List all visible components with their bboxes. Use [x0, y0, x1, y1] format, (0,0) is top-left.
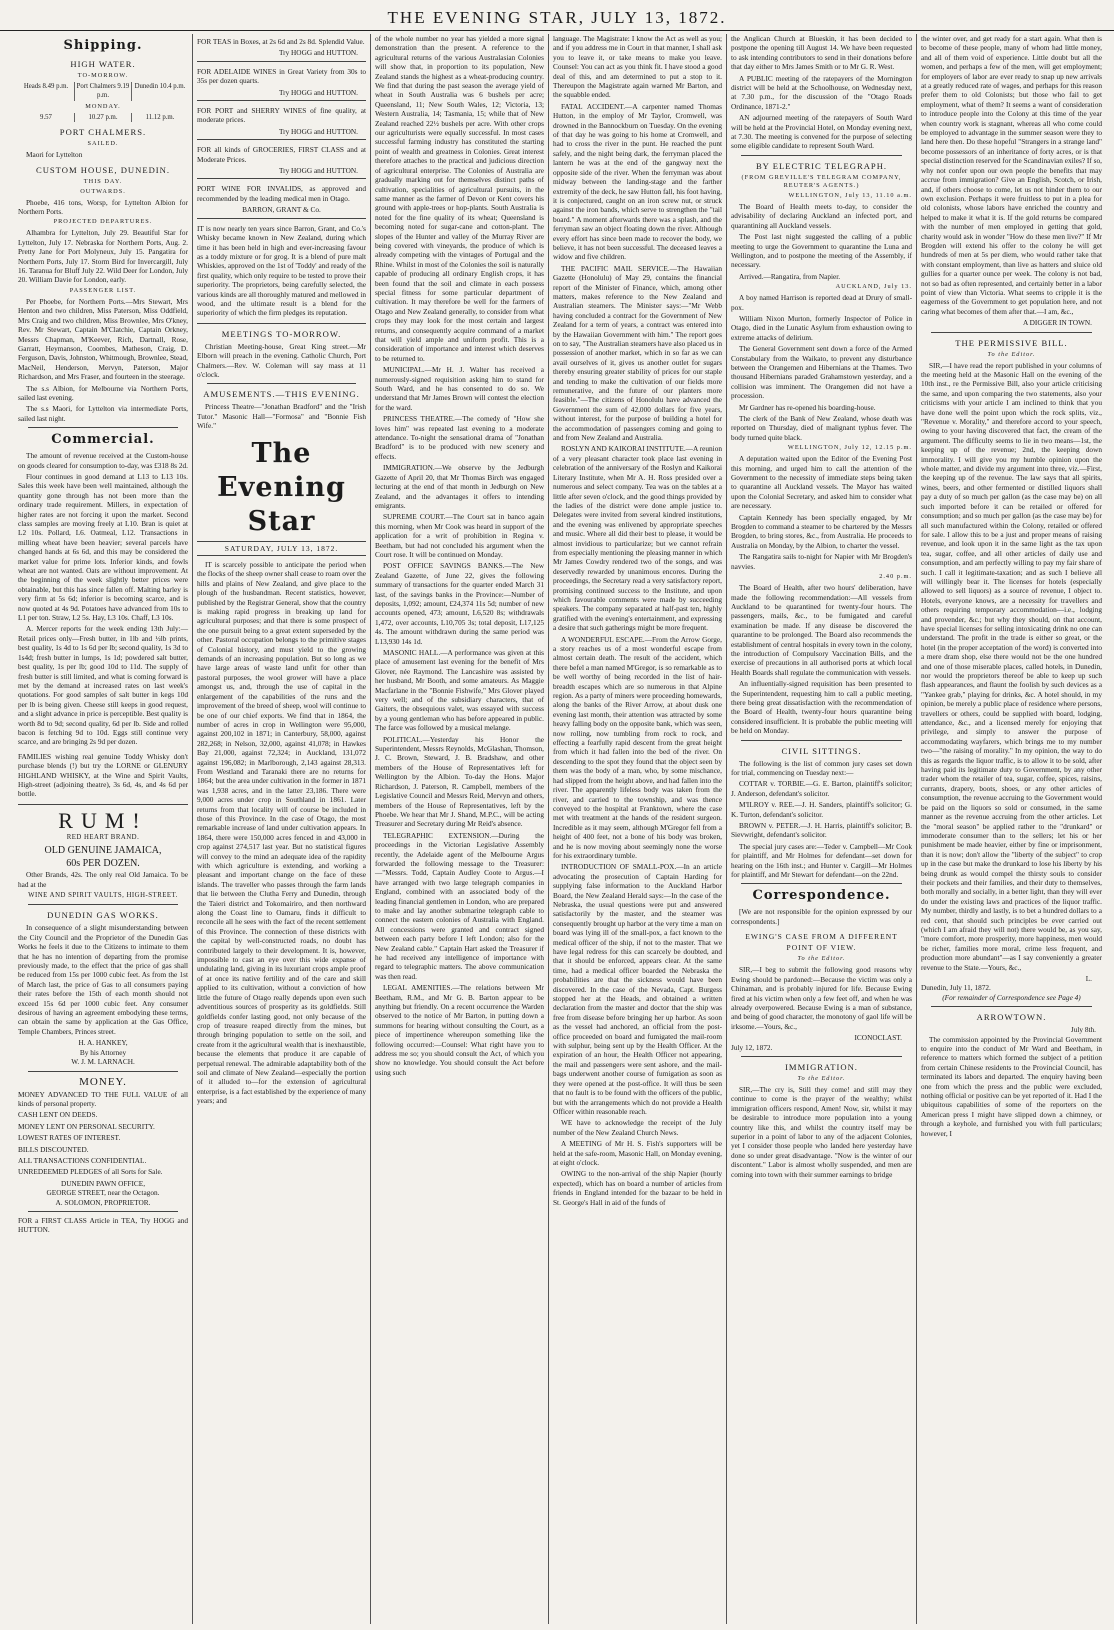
- money-lines: [18, 1090, 188, 1207]
- public-meeting-item: A PUBLIC meeting of the ratepayers of the Mornington district will be held at the Schoolhouse, on Wednesday next, at 7.30 p.m., for the discussion of the "Otago Roads Ordinance, 1871-2.": [731, 73, 912, 111]
- passenger-text: Per Phoebe, for Northern Ports.—Mrs Stewart, Mrs Henton and two children, Miss Paterson, Miss Oddfield, Mrs Craig and two children, Miss Brownlee, Mrs O'kney, Rev. Mr Stewart, Captain M'Clatchie, Captain Orkney, Messrs Chapman, M'Keever, Rich, Dartnall, Rose, Garratt, Heymanson, Coombes, Matheson, Craig, D. Ferguson, Davis, Johnston, Whitmough, Brownlee, Stead, MacNeil, Henderson, Mervyn, Paterson, Major Richardson, and Mrs Fraser, and fourteen in the steerage.: [18, 296, 188, 382]
- telegraphic-item: TELEGRAPHIC EXTENSION.—During the proceedings in the Victorian Legislative Assembly recently, the Adelaide agent of the Melbourne Argus forwarded the following message to the Treasurer:—"Messrs. Todd, Captain Audley Coote to Argus.—I have arranged with two large telegraph companies in England, combined with an associated body of the leading financial gentlemen in London, who are prepared to make and lay another submarine telegraph cable to connect the eastern colonies of Australia with England. All concessions were granted and contract signed between each party before I left London; also for the New Zealand cable." Captain Hart asked the Treasurer if he had received any intelligence of importance with regard to telegraphic matters. The above communication was then read.: [375, 830, 544, 981]
- money-line: GEORGE STREET, near the Octagon.: [46, 1188, 160, 1198]
- columns: [14, 34, 1106, 1624]
- outwards-label: OUTWARDS.: [80, 187, 126, 195]
- masonic-hall-item: MASONIC HALL.—A performance was given at this place of amusement last evening for the benefit of Mrs Glover, née Raymond. The Lancashire was assisted by her husband, Mr Booth, and some amateurs. As Maggie Macfarlane in the "Bonnie Fishwife," Mrs Glover played very well; and of the subsidiary characters, that of Gaiters, the obsequious valet, was essayed with success by a young gentleman who has before appeared in public. The farce was followed by a musical melange.: [375, 648, 544, 733]
- telegram: An influentially-signed requisition has been presented to the Superintendent, requesting him to call a public meeting, there being great dissatisfaction with the recommendation of the Board of Health, twenty-four hours quarantine being considered insufficient. It is probable the public meeting will be held on Monday.: [731, 679, 912, 736]
- immigration-continued: the winter over, and get ready for a start again. What then is to become of these people, many of whom had little money, and all of them void of experience. Little doubt but all the women, and perhaps a few of the men, will get employment; for employers of labor are ever ready to snap up new arrivals at a greatly reduced rate of wages, and perhaps for this reason prefer them to old Colonists; but those who fail to get employment, what of them? It seems a want of consideration to introduce people into the Colony at this time of the year when country work is stagnant, whereas all who come could be employed to advantage in the summer season were they to land here then. Do these hopeful "Strangers in a strange land" become possessors of an inheritance of forty acres, or is that special distinction reserved for the Scandinavian exiles? If so, why not confer upon our own people the benefits that may accrue from immigration? Give an English, Scotch, or Irish, and, if others choose to come, let us not hinder them to our own exclusion. Perhaps it were fruitless to put in a plea for old colonists, whose labors have enriched the country and helped to make it what it is. If the gold returns be compared with the number of men employed in getting that gold, charity would ask in wonder "How do these men live?" If Mr Brogden will extend his offer to the colony he will get hundreds of men at 5s per diem, who would rather take that with constant employment, than live as hatters and sluice old gullies for a quarter ounce per week. The colony is not bad, not so bad as often represented, and certainly better in a labor point of view than Victoria. What seems to cripple it is the eagerness of the Government to get population here, and not caring what becomes of them after that.—I am, &c.,: [921, 34, 1102, 316]
- money-line: CASH LENT ON DEEDS.: [18, 1110, 98, 1120]
- projected-text: Alhambra for Lyttelton, July 29. Beautiful Star for Lyttelton, July 17. Nebraska for Northern Ports, Aug. 2. Pretty Jane for Port Molyneux, July 15. Pangatira for Northern Ports, July 17. Storm Bird for Invercargill, July 16. Taranua for Bluff July 22. Wild Deer for London, July 20. William Davie for London, early.: [18, 228, 188, 285]
- leader-continued: of the whole number no year has yielded a more signal demonstration than the present. A reference to the agricultural returns of the various Australasian Colonies will show that, in proportion to its population, New Zealand stands the highest as a wheat-producing country. We find that during the past season the average yield of wheat in South Australia was 6 bushels per acre; Queensland, 11; New South Wales, 12; Victoria, 13; Western Australia, 14; Tasmania, 15; while that of New Zealand reached 22½ bushels per acre. With other crops our agriculturists were equally successful. In most cases successful farming industry has constituted the starting point of wealth and greatness in Colonies. Great interest therefore attaches to the practical and judicious direction of agricultural enterprise. The Colonies of Australia are gradually marking out for themselves distinct paths of cultivation, specialities of agricultural pursuits, in the same manner as the farmer of Devon or Kent covers his ground with apple-trees or hop-plants. South Australia is noted for the fine quality of its wheat; Queensland is becoming noted for sugar-cane and cotton-plant. The slopes of the Hunter and valley of the Murray River are being covered with vineyards, the produce of which is already competing with the vintages of Portugal and the Rhine. Whilst in most of the Colonies the soil is naturally capable of producing all ordinary English crops, it has been found that the soil and climate in each possess special fitness for some particular department of cultivation. It may therefore be well for the farmers of Otago and New Zealand generally, to consider from what crops they may look for the most certain and largest returns, and consequently acquire command of a market that will yield ample and uniform profit. This is a consideration of importance and interest which deserves to be returned to.: [375, 34, 544, 363]
- divider: [207, 383, 356, 384]
- immigration-heading: IMMIGRATION.: [785, 1061, 858, 1072]
- telegram: The clerk of the Bank of New Zealand, whose death was reported on Thursday, died of malignant typhus fever. The body turned quite black.: [731, 414, 912, 442]
- hogg-ad-teas: [197, 34, 366, 62]
- amusements-text: Princess Theatre—"Jonathan Bradford" and the "Irish Tutor." Masonic Hall—"Formosa" and "Bonnie Fish Wife.": [197, 402, 366, 431]
- high-water-heading: HIGH WATER.: [70, 59, 136, 69]
- outwards-text: Phoebe, 416 tons, Worsp, for Lyttelton Albion for Northern Ports.: [18, 197, 188, 217]
- divider: [741, 740, 902, 741]
- commercial-revenue: The amount of revenue received at the Custom-house on goods cleared for consumption to-day, was £318 8s 2d.: [18, 451, 188, 470]
- rum-vaults: WINE AND SPIRIT VAULTS, HIGH-STREET.: [28, 892, 178, 899]
- ad-text: FOR TEAS in Boxes, at 2s 6d and 2s 8d. Splendid Value.: [197, 37, 365, 46]
- telegraph-source: (FROM GREVILLE'S TELEGRAM COMPANY, REUTER'S AGENTS.): [741, 173, 902, 189]
- to-editor: To the Editor.: [797, 1074, 846, 1082]
- gas-sig-1: H. A. HANKEY,: [78, 1038, 128, 1048]
- immigration-item: IMMIGRATION.—We observe by the Jedburgh Gazette of April 20, that Mr Thomas Birch was engaged lecturing at the end of that month in Jedburgh on New Zealand, and the advantages it offers to intending emigrants.: [375, 463, 544, 510]
- tide-heads: Heads 8.49 p.m.: [23, 83, 69, 90]
- wonderful-escape-item: A WONDERFUL ESCAPE.—From the Arrow Gorge, a story reaches us of a most wonderful escape from almost certain death. The result of the accident, which there befel a man named M'Gregor, is so remarkable as to be well worthy of being recorded in the list of hair-breadth escapes which are so numerous in that Alpine region. As a party of miners were proceeding homewards, along the banks of the River Arrow, at about dusk one evening last month, their attention was attracted by some heavy falling body on the opposite bank, which was seen, now rolling, now tumbling from rock to rock, and effecting a fearfully rapid descent from the great height from which it had fallen into the bed of the river. On descending to the spot they found that the object seen by them was the body of a man, who, by some mischance, had slipped from the height above, and had fallen into the river. The apparently lifeless body was taken from the river, and carried to the township, and was thence conveyed to the hospital at Franktown, where the case met with treatment at the hands of the resident surgeon. Incredible as it may seem, although M'Gregor fell from a height of 400 feet, not a bone of his body was broken, and he is now moving about seemingly none the worse for his extraordinary tumble.: [553, 634, 722, 860]
- gas-text: In consequence of a slight misunderstanding between the City Council and the Proprietor of the Dunedin Gas Works he feels it due to the Citizens to intimate to them that he has no intention of departing from the promise previously made, to the effect that the price of gas shall be reduced from 15s per 1000 cubic feet. As from the 1st of March last, the price of Gas to all consumers paying their rates before the 15th of each month should not exceed 15s 6d per 1000 cubic feet. Any consumer desirous of having an agreement embodying these terms, can obtain the same by application at the Gas Office, Temple Chambers, Princes street.: [18, 923, 188, 1036]
- dateline: 2.40 p.m.: [879, 573, 912, 581]
- digger-signature: A DIGGER IN TOWN.: [1022, 318, 1092, 328]
- hogg-ad-port: [197, 103, 366, 140]
- political-item: POLITICAL.—Yesterday his Honor the Superintendent, Messrs Reynolds, McGlashan, Thomson, J. C. Brown, Steward, J. B. Bradshaw, and other members of the House of Representatives left for Wellington by the Albion. To-day the Hons. Major Richardson, J. Paterson, R. Campbell, members of the Legislative Council and Messrs Reid, Mervyn and others, members of the House of Representatives, left by the Phoebe. We hear that Mr J. Shand, M.P.C., will be acting Treasurer and Secretary during Mr Reid's absence.: [375, 734, 544, 829]
- meetings-text: Christian Meeting-house, Great King street.—Mr Elborn will preach in the evening. Catholic Church, Port Chalmers.—Rev. W. Coleman will say mass at 11 o'clock.: [197, 341, 366, 379]
- permissive-bill-letter: SIR,—I have read the report published in your columns of the meeting held at the Masonic Hall on the evening of the 10th inst., re the Permissive Bill, also your article criticising the same, and upon comparing the two statements, also your criticisms with your article I am inclined to think that you have done well the point upon which the rock splits, viz., "Revenue v. Morality," and therefore accord to your speech, owing to your having discovered that fact, the cream of the argument. The difficulty seems to lie in two means—1st, the keeping up of the revenue; 2nd, the keeping down immorality. I will give you my humble opinion upon the whole matter, and divide my argument into three, viz.—First, the keeping up of the revenue. The law says that all spirits, wines, beers, and other fermented or distilled liquors shall pay a duty of so much per gallon (as the case may be) on all such imported before it can be retailed or offered for consumption; and so much per gallon (as the case may be) for all such manufactured within the Colony, retailed or offered for sale. I allow this to be a just and proper means of raising revenue, and look upon it in the same light as the tax upon tea, sugar, coffee, and all other articles of daily use and consumption, and am perfectly willing to pay my fair share of such. I call it legitimate-taxation; and as such I believe all will willingly bear it. The licenses for hotels (especially allowed to sell liquors) as a source of revenue, I object to. Hotels, everyone knows, are a necessity for travellers and others requiring temporary accommodation—i.e., lodging and provender, &c.; but why they should, on that account, have special licenses for selling intoxicating drink no one can understand. The profit in the trade is either so great, or the hotel (in the proper acceptation of the word) is converted into a mere dram shop, else there would not be the one hundred and one of those miserable places, called hotels, in Dunedin, nor would the proprietors thereof be able to keep up such flash appearances, and flaunt the foolish by such devices as a "Yankee grab," playing for drinks, &c. A hotel should, in my opinion, be merely a public place of residence where persons, travellers or others, could be supplied with board, lodging, attendance, &c., and a licensed merely for enjoying that privilege, and simply to answer the purpose of accommodating wayfarers, which brings me to my number two—"the raising of morality." In my opinion, the way to do this as regards the liquor traffic, is to allow it to be sold, after having paid its legitimate duty to Government, by any other trader whom the retailer of tea, sugar, coffee, spices, raisins, currants, drapery, boots, shoes, or any other articles of consumption, the revenue accruing to the Government would be paid on the liquors so sold or consumed, in the same manner as the revenue accruing from the other articles. Let the "moral season" be applied rather to the "drunkard" or immoderate consumer than to the sellers; let his or her punishment be made heavier, either by fine or imprisonment, than it is now; don't allow the "liberty of the subject" to crop up in the case but make the drunkard to lose his liberty by his being drunk as would compel the thirsty souls to consider their pockets and their families, and their duty to themselves, both morally and socially, in a better light, than they will ever do under the existing laws and practices of the liquor traffic. My number, thirdly and lastly, is to bet a hundred dollars to a red cent, that should such principles be ever carried out (which I am afraid they will not) there would be, as you say, "more comfort, more prosperity, more happiness, men would be richer, families more moral, crime less frequent, and production more abundant"—as I say conveniently a greater revenue to the State.—Yours, &c.,: [921, 360, 1102, 972]
- ad-sig: Try HOGG and HUTTON.: [278, 126, 358, 136]
- tomorrow-label: TO-MORROW.: [77, 72, 129, 79]
- passenger-label: PASSENGER LIST.: [69, 286, 137, 294]
- arrowtown-text: The commission appointed by the Provincial Government to enquire into the conduct of Mr Ward and Beetham, in reference to matters which formed the subject of a petition from certain Chinese residents to the Provincial Council, has terminated its labors and departed. The enquiry having been one from which the press and the public were excluded, nothing official or positive can be yet reported of it. Had I the ubiquitous capabilities of some of the reporters on the American press I might have slipped down a chimney, or through a keyhole, and furnished you with full particulars; however, I: [921, 1034, 1102, 1138]
- ad-text: FOR ADELAIDE WINES in Great Variety from 30s to 35s per dozen quarts.: [197, 66, 366, 86]
- to-editor: To the Editor.: [987, 350, 1036, 358]
- ad-sig: Try HOGG and HUTTON.: [278, 87, 358, 97]
- telegram: The General Government sent down a force of the Armed Constabulary from the Waikato, to prevent any disturbance between the Orangemen and Hibernians at the Thames. Two thousand Hibernians paraded Grahamstown yesterday, and a collision was imminent. The Orangemen did not have a procession.: [731, 344, 912, 401]
- civil-case: M'ILROY v. REE.—J. H. Sanders, plaintiff's solicitor; G. K. Turton, defendant's solicitor.: [731, 800, 912, 819]
- leader-article: IT is scarcely possible to anticipate the period when the flocks of the sheep owner shall cease to roam over the hills and plains of New Zealand, and give place to the plough of the husbandman. Recent statistics, however, published by the Registrar General, show that the country is making rapid progress in breaking up land for agricultural purposes; and that there is some prospect of the one pursuit being to a great extent superseded by the other. Pastoral occupation belongs to the primitive stages of Colonial history, and must yield to the growing demands of an increasing population. But so long as we have large areas of waste land unfit for other than pastoral purposes, the wool grower will have a place amongst us, and, through the use of capital in the enlargement of the capabilities of the runs and the improvement of the breed of sheep, wool will continue to be one of our chief exports. We find that in 1864, the number of acres in crop in Wellington were 95,000, against 200,102 in 1871; in Canterbury, 58,000, against 282,268; in Nelson, 32,000, against 41,078; in Hawkes Bay 21,000, against 72,324; in Auckland, 131,072 against 196,082; in Marlborough, 2,143 against 28,313. From Westland and Taranaki there are no returns for 1864; but the area under cultivation in the former in 1871 was 1,938 acres, and in the latter 23,186. There were 9,000 acres under crop in Southland in 1861. Later returns from that locality will of course be included in those of this Province. In the case of Otago, the most remarkable increase of land under cultivation appears. In 1864, there were 150,000 acres fenced in and 43,000 in crop against 274,517 last year. But no statistical figures will convey to the mind an adequate idea of the rapidity with which agriculture is extending, and working a pleasant and important change on the face of these islands. The traveller who passes through the farm lands that lie between the Clutha Ferry and Dunedin, through the Taieri district and Tokomairiro, and then northward along the Coast line to Oamaru, finds it difficult to reconcile all he sees with the fact of the recent settlement of this Province. The connection of these districts with the capital by well-constructed roads, no doubt has contributed largely to their development. It is, however, impossible to cast an eye over this wide expanse of undulating land, giving in its luxuriant crops ample proof of at once its native fertility and of the care and skill applied to its cultivation, without a conviction of how little the future of Otago really depends upon even such adventitious sources of prosperity as its goldfields. Still goldfields confer lasting good, not only because of the crop of treasure reaped directly from the mines, but through bringing population to settle on the soil, and create from it the agricultural wealth that is inexhaustible, because the elements that produce it are capable of perpetual renewal. The admirable adaptability both of the soil and climate of New Zealand—especially the portion of it alluded to—for the extension of agricultural enterprise, is a fact established by the experience of many years; and: [197, 560, 366, 1106]
- telegram: A deputation waited upon the Editor of the Evening Post this morning, and urged him to call the attention of the Government to the necessity of immediate steps being taken to quarantine all Auckland vessels. The Mayor has waited upon the Colonial Secretary, and asked him to consider what are necessary.: [731, 454, 912, 511]
- telegram: The Board of Health, after two hours' deliberation, have made the following recommendation:—All vessels from Auckland to be quarantined for twenty-four hours. The passengers, mails, &c., to be fumigated and careful examination be made. If any disease be discovered the quarantine to be prolonged. The Board also recommends the establishment of central hospitals in every town in the colony, the introduction of Compulsory Vaccination Bills, and the exercise of precautions in all authorised ports at which local Health Boards shall regulate the communication with vessels.: [731, 583, 912, 677]
- telegram: William Nixon Murton, formerly Inspector of Police in Otago, died in the Lunatic Asylum from exhaustion owing to extreme attacks of delirium.: [731, 313, 912, 342]
- ad-sig: Try HOGG and HUTTON.: [278, 48, 358, 58]
- telegram: Mr Gardner has re-opened his boarding-house.: [739, 402, 876, 412]
- divider: [931, 332, 1092, 333]
- meetings-heading: MEETINGS TO-MORROW.: [221, 328, 342, 339]
- column-4: [548, 34, 726, 1624]
- tide-port-monday: 10.27 p.m.: [74, 113, 131, 122]
- gas-heading: DUNEDIN GAS WORKS.: [47, 910, 159, 921]
- correspondence-heading: Correspondence.: [752, 888, 891, 904]
- divider: [28, 1211, 178, 1212]
- money-line: UNREDEEMED PLEDGES of all Sorts for Sale.: [18, 1167, 163, 1177]
- column-3: [370, 34, 548, 1624]
- monday-label: MONDAY.: [85, 102, 121, 110]
- acknowledgement-item: WE have to acknowledge the receipt of the July number of the New Zealand Church News.: [553, 1118, 722, 1137]
- column-5: [726, 34, 916, 1624]
- hogg-ad-groceries: [197, 142, 366, 179]
- municipal-item: MUNICIPAL.—Mr H. J. Walter has received a numerously-signed requisition asking him to stand for South Ward, and he has consented to do so. We understand that Mr James Brown will contest the election for the ward.: [375, 365, 544, 412]
- telegram: The Rangatira sails to-night for Napier with Mr Brogden's navvies.: [731, 552, 912, 571]
- to-editor: To the Editor.: [797, 955, 846, 963]
- divider: [741, 883, 902, 884]
- civil-special: The special jury cases are:—Teder v. Campbell—Mr Cook for plaintiff, and Mr Holmes for defendant—set down for hearing on the 16th inst.; and Hunter v. Cargill—Mr Holmes for plaintiff, and Mr Stewart for defendant—on the 22nd.: [731, 841, 912, 880]
- telegram: A boy named Harrison is reported dead at Drury of small-pox.: [731, 293, 912, 312]
- dateline: WELLINGTON, July 13, 11.10 a.m.: [788, 191, 912, 199]
- money-line: MONEY LENT ON PERSONAL SECURITY.: [18, 1121, 155, 1131]
- adjourned-meeting-item: AN adjourned meeting of the ratepayers of South Ward will be held at the Provincial Hotel, on Monday evening next, at 7.30. The meeting is convened for the purpose of selecting some eligible candidate to represent South Ward.: [731, 113, 912, 151]
- permissive-signature: L.: [1085, 974, 1092, 983]
- masthead: THE EVENING STAR, JULY 13, 1872.: [0, 0, 1114, 31]
- civil-intro: The following is the list of common jury cases set down for trial, commencing on Tuesday next:—: [731, 758, 912, 777]
- ad-sig: BARRON, GRANT & Co.: [242, 205, 321, 215]
- whisky-ad: [18, 749, 188, 805]
- ad-sig: Try HOGG and HUTTON.: [278, 166, 358, 176]
- legal-continued: language. The Magistrate: I know the Act as well as you; and if you address me in Court in that manner, I shall ask you to leave it, or take means to make you leave. Counsel: You can act as you think fit. I have stood a good deal of this, and am determined to put a stop to it. Thereupon the Magistrate again warned Mr Barton, and the squabble ended.: [553, 34, 722, 100]
- permissive-bill-heading: THE PERMISSIVE BILL.: [955, 337, 1068, 348]
- ewing-date: July 12, 1872.: [731, 1042, 773, 1052]
- bazaar-continued: the Anglican Church at Blueskin, it has been decided to postpone the opening till August 14. We have been requested to ask intending contributors to send in their donations before that day either to Mrs James Smith or to Mr G. R. West.: [731, 34, 912, 72]
- telegram: The Post last night suggested the calling of a public meeting to urge the Government to quarantine the Luna and Wellington, and to postpone the meeting of the Assembly, if necessary.: [731, 232, 912, 270]
- permissive-date: Dunedin, July 11, 1872.: [921, 983, 991, 993]
- divider: [741, 155, 902, 156]
- port-chalmers-heading: PORT CHALMERS.: [59, 127, 147, 138]
- pacific-mail-item: THE PACIFIC MAIL SERVICE.—The Hawaiian Gazette (Honolulu) of May 29, contains the financial report of the Minister of Finance, which, among other matters, makes reference to the New Zealand and Australian steamers. The Minister says:—"Mr Webb having concluded a contract for the Government of New Zealand for a term of years, a contract was entered into by the Hawaiian Government with him." The report goes on to say, "The Australian steamers have also placed us in possession of another market, which in so far as we can avail ourselves of it, gives us another outlet for sugars thereby ensuring greater stability of prices for our staple and tending to make the cultivation of our fields more remunerative, and the future of our planters more feasible."—The citizens of Honolulu have advanced the Government the sum of 42,000 dollars for five years, without interest, for the purpose of building a hotel for the accommodation of passengers coming and going to and from New Zealand and Australia.: [553, 263, 722, 443]
- divider: [931, 1006, 1092, 1007]
- supreme-court-item: SUPREME COURT.—The Court sat in banco again this morning, when Mr Cook was heard in support of the application for a writ of prohibition in Regina v. Beetham, but had not concluded his argument when the Court rose. It will be continued on Monday.: [375, 512, 544, 559]
- money-line: BILLS DISCOUNTED.: [18, 1144, 89, 1154]
- maori-note: The s.s Maori, for Lyttelton via intermediate Ports, sailed last night.: [18, 404, 188, 423]
- gas-sig-2: By his Attorney: [79, 1047, 127, 1057]
- divider: [28, 427, 178, 428]
- telegram: Captain Kennedy has been specially engaged, by Mr Brogden to command a steamer to be chartered by the Messrs Brogden, to bring stores, &c., from Australia. He proceeds to Australia on Monday, by the Albion, to charter the vessel.: [731, 512, 912, 550]
- telegram: The Board of Health meets to-day, to consider the advisability of declaring Auckland an infected port, and quarantining all Auckland vessels.: [731, 201, 912, 230]
- money-line: ALL TRANSACTIONS CONFIDENTIAL.: [18, 1155, 147, 1165]
- commercial-mercer: A. Mercer reports for the week ending 13th July:—Retail prices only—Fresh butter, in 1lb and ½lb prints, best quality, 1s 4d to 1s 6d per lb; second quality, 1s 3d to 1s4d; fresh butter in lumps, 1s 1d; powdered salt butter, best quality, 1s per lb; good 10d to 11d. The supply of fresh butter is still limited, and what is coming forward is met by the demand at increased rates on last week's quotations. For good samples of salt butter in kegs 10d per lb is being given. Cheese still keeps in good request, and a slight advance in price is perceptible. Best quality is worth 8d to 9d; second quality, 6d per lb. Side and rolled bacon is fetching 9d to 10d. Eggs still continue very scarce, and are bringing 2s 9d per dozen.: [18, 624, 188, 747]
- column-6: [916, 34, 1106, 1624]
- legal-amenities-item: LEGAL AMENITIES.—The relations between Mr Beetham, R.M., and Mr G. B. Barton appear to be anything but friendly. On a recent occurrence the Warden observed to the notice of Mr Barton, in putting down a summons for hearing without consulting the Court, as a piece of impertinence whereupon something like the following occurred:—Counsel: What right have you to address me so; you should consult the Act, of which you show no knowledge. You should consult the Act before using such: [375, 983, 544, 1077]
- money-heading: MONEY.: [79, 1075, 127, 1088]
- tide-heads-monday: 9.57: [40, 113, 52, 121]
- civil-case: COTTAR v. TORBIE.—G. E. Barton, plaintiff's solicitor; J. Anderson, defendant's solicitor.: [731, 779, 912, 798]
- this-day-label: THIS DAY.: [83, 177, 123, 185]
- immigration-letter: SIR,—The cry is, Still they come! and still may they continue to come is the prayer of the wealthy; whilst immigration officers respond, Amen! Now, sir, whilst it may be desirable to introduce more population into a young country like this, and whilst the country itself may be superior in a point of labor to any of the adjacent Colonies, yet I consider those people who landed here yesterday have done so under great disadvantage. "Now is the winter of our discontent." Labor is almost wholly suspended, and men are coming into town with their summer earnings to bridge: [731, 1084, 912, 1179]
- divider: [741, 1056, 902, 1057]
- ad-text: FOR PORT and SHERRY WINES of fine quality, at moderate prices.: [197, 106, 366, 125]
- rum-heading: RUM!: [58, 807, 148, 833]
- fatal-accident-item: FATAL ACCIDENT.—A carpenter named Thomas Hutton, in the employ of Mr Taylor, Cromwell, was drowned in the Bannockburn on Tuesday. On the evening of that day he was going to his home at Cromwell, and had to cross the river in the punt. He reached the punt safely, and the night being dark, the ferryman placed the lantern he was at the end of the gangway next the opposite side of the river. When the ferryman was about midway between the landing-stage and the farther extremity of the deck, he saw Hutton fall, his foot having, it is conjectured, caught on an iron screw nut, or struck against the iron bands, which serve to strengthen the "tail board." A moment afterwards there was a splash, and the ferryman saw an object floating down the river. Although every effort has since been made to recover the body, we believe, it has not been successful. The deceased leaves a widow and five children.: [553, 101, 722, 262]
- ewing-letter: SIR,—I beg to submit the following good reasons why Ewing should be pardoned:—Because the victim was only a Chinaman, and is probably injured for life. Because Ewing fired at his victim when only a few feet off, and when he was already overpowered. Because Ewing is a man of substance, and being of good character, the monotony of gaol life will be irksome.—Yours, &c.,: [731, 965, 912, 1031]
- gas-sig-3: W. J. M. LARNACH.: [71, 1057, 135, 1067]
- column-2: [192, 34, 370, 1624]
- commercial-flour: Flour continues in good demand at L13 to L13 10s. Sales this week have been well maintained, although the quantity gone through has not been more than the ordinary trade requirement. Millers, in expectation of higher rates are not forcing it upon the market. Second class samples are moving freely at L10. Bran is quiet at L2 10s. Pollard, L6. Oatmeal, L12. Transactions in milling wheat have been heavier; several parcels have changed hands at 6s 6d, and this may be considered the market value for prime lots. Inferior kinds, and fowls wheat are not wanted. Oats are without improvement. At the beginning of the week slightly better prices were obtainable, but this has since fallen off. Malting barley is very firm at 5s 6d; inferior is becoming scarce, and is now quoted at 4s 9d. Potatoes have advanced from 10s to L1 per ton. Straw, L2 5s. Hay, L3 10s. Chaff, L3 10s.: [18, 471, 188, 623]
- dateline: AUCKLAND, July 13.: [835, 283, 912, 291]
- non-arrival-item: OWING to the non-arrival of the ship Napier (hourly expected), which has on board a number of articles from friends in England intended for the bazaar to be held in St. George's Hall in aid of the funds of: [553, 1169, 722, 1207]
- remainder-note: (For remainder of Correspondence see Page 4): [942, 992, 1081, 1002]
- arrowtown-date: July 8th.: [1070, 1025, 1096, 1035]
- commercial-heading: Commercial.: [51, 432, 155, 448]
- civil-sittings-heading: CIVIL SITTINGS.: [781, 745, 862, 756]
- rum-other: Other Brands, 42s. The only real Old Jamaica. To be had at the: [18, 870, 188, 889]
- divider: [28, 904, 178, 905]
- rum-price: 60s PER DOZEN.: [66, 858, 140, 870]
- civil-case: BROWN v. PETER.—J. H. Harris, plaintiff's solicitor; B. Sievwright, defendant's solicitor.: [731, 821, 912, 840]
- savings-banks-item: POST OFFICE SAVINGS BANKS.—The New Zealand Gazette, of June 22, gives the following summary of transactions for the quarter ended March 31 last, of the savings banks in the Province:—Number of deposits, 1,092; amount, £24,374 11s 5d; number of new accounts opened, 473; amount, L6,520 8s; withdrawals 1,472, over accounts, L10,705 3s; total deposit, L17,125 4s. The amount withdrawn during the same period was L13,930 14s 1d.: [375, 561, 544, 646]
- hogg-ad-adelaide: [197, 64, 366, 101]
- money-line: LOWEST RATES OF INTEREST.: [18, 1133, 121, 1143]
- paper-title: The Evening Star: [217, 437, 346, 537]
- telegram: Arrived.—Rangatira, from Napier.: [739, 271, 841, 281]
- smallpox-item: INTRODUCTION OF SMALL-POX.—In an article advocating the prosecution of Captain Harding for supplying false information to the Auckland Harbor Board, the New Zealand Herald says:—In the case of the Nebraska, the usual questions were put and answered satisfactorily by the master, and the steamer was consequently brought up harbor at the very time a man on board was lying ill of the small-pox, a fact known to the medical officer of the ship, if not to the master. That we have legal redress for this can scarcely be doubted, and that it should be enforced, appears clear. At the same time, had a medical officer boarded the Nebraska the probabilities are that the sickness would have been discovered. In the case of the Nevada, Capt. Burgess stopped her at the Heads, and obtained a written declaration from the master and doctor that the ship was free from disease before bringing her up harbor. As soon as the vessel had anchored, an official from the post-office proceeded on board and fumigated the mail-room with sulphur, being sent up by the Health Officer. At the expiration of an hour, the Health Officer not appearing, the mail and passengers were sent ashore, and the mail-bags underwent another course of fumigation as soon as they were opened at the post-office. It will thus be seen that no fault is to be found with the officers of the public, but with the arrangements which do not provide a Health Officer within reasonable reach.: [553, 862, 722, 1116]
- correspondence-note: [We are not responsible for the opinion expressed by our correspondents.]: [731, 907, 912, 926]
- money-line: MONEY ADVANCED TO THE FULL VALUE of all kinds of personal property.: [18, 1089, 188, 1108]
- tide-table: [18, 82, 188, 101]
- tide-table-monday: [18, 113, 188, 122]
- princess-theatre-item: PRINCESS THEATRE.—The comedy of "How she loves him" was repeated last evening to a moderate attendance. To-night the sensational drama of "Jonathan Bradford" is to be produced with new scenery and effects.: [375, 414, 544, 461]
- albion-note: The s.s Albion, for Melbourne via Northern Ports, sailed last evening.: [18, 383, 188, 402]
- ad-text: FOR all kinds of GROCERIES, FIRST CLASS and at Moderate Prices.: [197, 145, 366, 164]
- tide-port-chalmers: Port Chalmers 9.19 p.m.: [74, 82, 131, 101]
- ewing-heading: EWING'S CASE FROM A DIFFERENT POINT OF VIEW.: [745, 932, 898, 953]
- divider: [28, 1071, 178, 1072]
- sailed-text: Maori for Lyttelton: [26, 150, 83, 160]
- amusements-heading: AMUSEMENTS.—THIS EVENING.: [203, 389, 360, 400]
- tea-ad-bottom: FOR a FIRST CLASS Article in TEA, Try HOGG and HUTTON.: [18, 1215, 188, 1235]
- rum-genuine: OLD GENUINE JAMAICA,: [44, 845, 162, 857]
- ewing-signature: ICONOCLAST.: [854, 1033, 902, 1043]
- meeting-item: A MEETING of Mr H. S. Fish's supporters will be held at the safe-room, Masonic Hall, on Monday evening, at eight o'clock.: [553, 1139, 722, 1167]
- dateline: WELLINGTON, July 12, 12.15 p.m.: [787, 444, 912, 452]
- money-line: DUNEDIN PAWN OFFICE,: [60, 1178, 146, 1188]
- money-line: A. SOLOMON, PROPRIETOR.: [55, 1197, 151, 1207]
- ad-text: IT is now nearly ten years since Barron, Grant, and Co.'s Whisky became known in New Zealand, during which time it has been held in high and ever-increasing favour as a toddy mixture or for grog. It is a blend of pure malt Whiskies, approved on the 1st of 'Toddy' and ready of the first quality, which only require to be tested to prove their superiority. The proprietors, being carefully selected, the various kinds are all thoroughly matured and mellowed in wood, and the ultimate result is a blend for the superiority of which the firm pledges its reputation.: [197, 223, 367, 318]
- shipping-heading: Shipping.: [63, 38, 143, 53]
- telegraph-heading: BY ELECTRIC TELEGRAPH.: [755, 160, 888, 171]
- arrowtown-heading: ARROWTOWN.: [976, 1012, 1047, 1023]
- tide-dunedin-monday: 11.12 p.m.: [131, 113, 188, 122]
- tide-dunedin: Dunedin 10.4 p.m.: [131, 82, 188, 101]
- ad-text: PORT WINE FOR INVALIDS, as approved and recommended by the leading medical men in Otago.: [197, 184, 366, 203]
- column-1: [14, 34, 192, 1624]
- sailed-label: SAILED.: [87, 140, 119, 148]
- customs-heading: CUSTOM HOUSE, DUNEDIN.: [35, 164, 171, 175]
- rum-brand: RED HEART BRAND.: [66, 833, 140, 841]
- projected-label: PROJECTED DEPARTURES.: [53, 218, 153, 226]
- roslyn-institute-item: ROSLYN AND KAIKORAI INSTITUTE.—A reunion of a very pleasant character took place last evening in celebration of the anniversary of the Roslyn and Kaikorai Literary Institute, when Mr A. H. Ross presided over a numerous and select company. Tea was on the tables at a little after seven o'clock, and the good things provided by the ladies of the district were done ample justice to. Delegates were invited from several kindred institutions, and the evening was enlivened by appropriate speeches and music. Where all did their best to please, it would be almost invidious to particularize; but we cannot refrain from especially mentioning the pleasing manner in which Mr James Cowdry rendered two of the songs, and was deservedly rewarded by unanimous encores. During the proceedings, the Secretary read a very satisfactory report, promising continued success to the Institute, and upon which favourable comments were made by succeeding speakers. The company separated at half-past ten, highly gratified with the evening's entertainment, and expressing a desire that such gatherings might be more frequent.: [553, 444, 722, 633]
- barron-whisky-ad: [197, 221, 366, 324]
- paper-date: SATURDAY, JULY 13, 1872.: [197, 541, 366, 556]
- barron-ad-port-wine: [197, 181, 366, 218]
- whisky-ad-text: FAMILIES wishing real genuine Toddy Whisky don't purchase blends (!) but try the LORNE or GLENURY HIGHLAND WHISKY, at the Wine and Spirit Vaults, High-street (adjoining theatre), 3s 6d, 4s, and 4s 6d per bottle.: [18, 751, 188, 799]
